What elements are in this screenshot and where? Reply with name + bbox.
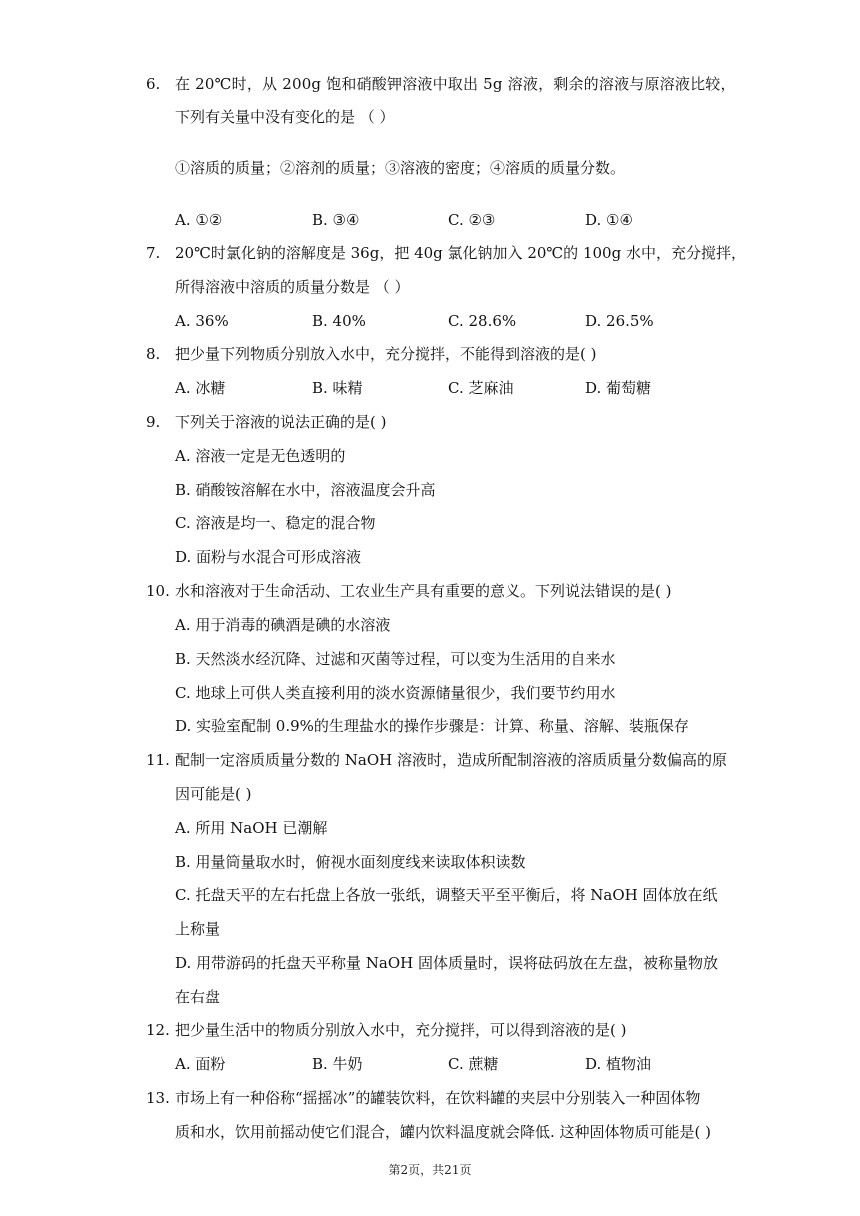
option-d: D. 面粉与水混合可形成溶液 [175, 548, 362, 566]
option-c: C. 溶液是均一、稳定的混合物 [175, 514, 376, 532]
option-c: C. 托盘天平的左右托盘上各放一张纸，调整天平至平衡后，将 NaOH 固体放在纸 [175, 886, 718, 904]
option-d: D. 实验室配制 0.9%的生理盐水的操作步骤是：计算、称量、溶解、装瓶保存 [175, 717, 689, 735]
option-d: D. ①④ [585, 211, 633, 229]
option-b: B. 用量筒量取水时，俯视水面刻度线来读取体积读数 [175, 853, 526, 871]
option-d: D. 葡萄糖 [585, 379, 652, 397]
option-a: A. 用于消毒的碘酒是碘的水溶液 [175, 616, 391, 634]
question-text: 20℃时氯化钠的溶解度是 36g，把 40g 氯化钠加入 20℃的 100g 水中，充分搅拌， [175, 244, 746, 262]
question-number: 9. [146, 413, 161, 431]
option-c: C. 地球上可供人类直接利用的淡水资源储量很少，我们要节约用水 [175, 684, 616, 702]
option-a: A. 溶液一定是无色透明的 [175, 447, 346, 465]
question-number: 6. [146, 75, 161, 93]
question-number: 8. [146, 345, 161, 363]
question-text: 因可能是( ) [175, 785, 252, 803]
question-text: 下列有关量中没有变化的是 （ ） [175, 108, 395, 126]
option-c: C. ②③ [448, 211, 496, 229]
question-number: 10. [146, 582, 170, 600]
question-text: 所得溶液中溶质的质量分数是 （ ） [175, 278, 410, 296]
option-b: B. 硝酸铵溶解在水中，溶液温度会升高 [175, 481, 436, 499]
option-d: D. 用带游码的托盘天平称量 NaOH 固体质量时，误将砝码放在左盘，被称量物放 [175, 954, 719, 972]
question-text: 在 20℃时，从 200g 饱和硝酸钾溶液中取出 5g 溶液，剩余的溶液与原溶液比较， [175, 75, 736, 93]
option-c: C. 28.6% [448, 312, 517, 330]
question-number: 12. [146, 1021, 170, 1039]
question-text: 把少量下列物质分别放入水中，充分搅拌，不能得到溶液的是( ) [175, 345, 597, 363]
option-a: A. 面粉 [175, 1055, 226, 1073]
option-a: A. ①② [175, 211, 223, 229]
option-a: A. 所用 NaOH 已潮解 [175, 819, 328, 837]
option-b: B. ③④ [312, 211, 360, 229]
option-c: C. 芝麻油 [448, 379, 514, 397]
question-text: 把少量生活中的物质分别放入水中，充分搅拌，可以得到溶液的是( ) [175, 1021, 627, 1039]
question-text: 水和溶液对于生命活动、工农业生产具有重要的意义。下列说法错误的是( ) [175, 582, 672, 600]
option-d-continued: 在右盘 [175, 988, 221, 1006]
option-c: C. 蔗糖 [448, 1055, 499, 1073]
question-text: 质和水，饮用前摇动使它们混合，罐内饮料温度就会降低. 这种固体物质可能是( ) [175, 1123, 712, 1141]
question-note: ①溶质的质量；②溶剂的质量；③溶液的密度；④溶质的质量分数。 [175, 159, 626, 177]
question-text: 下列关于溶液的说法正确的是( ) [175, 413, 387, 431]
option-d: D. 植物油 [585, 1055, 652, 1073]
option-b: B. 天然淡水经沉降、过滤和灭菌等过程，可以变为生活用的自来水 [175, 650, 616, 668]
option-d: D. 26.5% [585, 312, 654, 330]
option-b: B. 味精 [312, 379, 363, 397]
question-number: 7. [146, 244, 161, 262]
question-text: 配制一定溶质质量分数的 NaOH 溶液时，造成所配制溶液的溶质质量分数偏高的原 [175, 751, 727, 769]
question-text: 市场上有一种俗称“摇摇冰”的罐装饮料，在饮料罐的夹层中分别装入一种固体物 [175, 1089, 701, 1107]
question-number: 11. [146, 751, 170, 769]
option-b: B. 40% [312, 312, 366, 330]
option-a: A. 36% [175, 312, 229, 330]
option-c-continued: 上称量 [175, 920, 221, 938]
page-footer: 第2页，共21页 [388, 1163, 472, 1177]
option-b: B. 牛奶 [312, 1055, 363, 1073]
question-number: 13. [146, 1089, 170, 1107]
option-a: A. 冰糖 [175, 379, 226, 397]
